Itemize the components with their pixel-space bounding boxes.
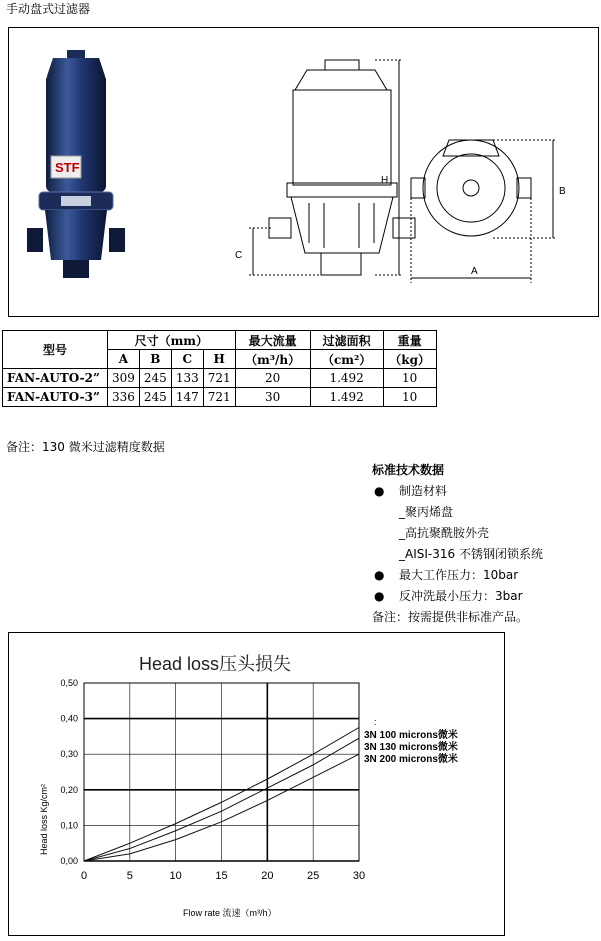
head-loss-chart — [9, 633, 504, 935]
header-area-unit: （cm²） — [310, 350, 383, 369]
note-accuracy: 备注：130 微米过滤精度数据 — [6, 440, 165, 454]
cell-weight: 10 — [383, 369, 436, 388]
cell-area: 1.492 — [310, 388, 383, 407]
header-weight-unit: （kg） — [383, 350, 436, 369]
legend-entry: 3N 200 microns微米 — [364, 754, 458, 765]
cell-c: 147 — [171, 388, 203, 407]
legend-marker: : — [374, 717, 377, 727]
cell-model: FAN-AUTO-2” — [3, 369, 108, 388]
bullet-icon: ● — [374, 484, 385, 498]
header-col-a: A — [108, 350, 140, 369]
tech-sub-item: _AISI-316 不锈钢闭锁系统 — [399, 547, 543, 561]
y-tick-label: 0,40 — [60, 713, 78, 724]
dimension-label-b: B — [559, 186, 566, 197]
x-tick-label: 25 — [307, 870, 320, 882]
spec-table — [2, 330, 437, 407]
y-tick-label: 0,10 — [60, 820, 78, 831]
legend-entry: 3N 130 microns微米 — [364, 742, 458, 753]
header-model: 型号 — [3, 331, 108, 369]
tech-note: 备注：按需提供非标准产品。 — [372, 610, 529, 624]
cell-model: FAN-AUTO-3” — [3, 388, 108, 407]
header-weight: 重量 — [383, 331, 436, 350]
head-loss-chart-panel — [8, 632, 505, 936]
cell-area: 1.492 — [310, 369, 383, 388]
tech-material-label: 制造材料 — [399, 484, 448, 498]
logo-text: STF — [55, 160, 80, 175]
y-tick-label: 0,20 — [60, 784, 78, 795]
cell-c: 133 — [171, 369, 203, 388]
cell-weight: 10 — [383, 388, 436, 407]
tech-sub-item: _聚丙烯盘 — [399, 505, 454, 519]
page-title: 手动盘式过滤器 — [6, 2, 91, 16]
cell-flow: 30 — [235, 388, 310, 407]
cell-b: 245 — [139, 369, 171, 388]
x-tick-label: 0 — [80, 870, 88, 882]
header-col-h: H — [203, 350, 235, 369]
header-col-b: B — [139, 350, 171, 369]
header-flow: 最大流量 — [235, 331, 310, 350]
tech-sub-item: _高抗聚酰胺外壳 — [399, 526, 490, 540]
top-view-drawing — [9, 28, 598, 316]
cell-h: 721 — [203, 388, 235, 407]
tech-data-section — [372, 460, 543, 628]
x-axis-label: Flow rate 流速（m³/h） — [183, 908, 277, 918]
tech-item-backwash — [372, 586, 543, 607]
x-tick-label: 15 — [215, 870, 228, 882]
dimension-label-c: C — [235, 250, 243, 261]
table-row — [3, 369, 437, 388]
x-tick-label: 10 — [169, 870, 182, 882]
header-col-c: C — [171, 350, 203, 369]
cell-flow: 20 — [235, 369, 310, 388]
y-tick-label: 0,50 — [60, 678, 78, 688]
table-row — [3, 388, 437, 407]
chart-title: Head loss压头损失 — [139, 654, 292, 674]
cell-a: 336 — [108, 388, 140, 407]
tech-pressure-label: 最大工作压力：10bar — [399, 568, 519, 582]
bullet-icon: ● — [374, 568, 385, 582]
header-flow-unit: （m³/h） — [235, 350, 310, 369]
cell-a: 309 — [108, 369, 140, 388]
tech-item-pressure — [372, 565, 543, 586]
x-tick-label: 5 — [126, 870, 133, 882]
tech-heading: 标准技术数据 — [372, 463, 445, 477]
tech-backwash-label: 反冲洗最小压力：3bar — [399, 589, 523, 603]
tech-item-material — [372, 481, 543, 502]
product-image-panel — [8, 27, 599, 317]
dimension-label-a: A — [471, 266, 478, 277]
x-tick-label: 20 — [261, 870, 274, 882]
cell-b: 245 — [139, 388, 171, 407]
header-area: 过滤面积 — [310, 331, 383, 350]
y-tick-label: 0,30 — [60, 749, 78, 760]
legend-entry: 3N 100 microns微米 — [364, 730, 458, 741]
header-size: 尺寸（mm） — [108, 331, 236, 350]
dimension-label-h: H — [381, 175, 389, 186]
cell-h: 721 — [203, 369, 235, 388]
bullet-icon: ● — [374, 589, 385, 603]
y-axis-label: Head loss Kg/cm² — [39, 783, 49, 855]
x-tick-label: 30 — [352, 870, 366, 882]
y-tick-label: 0,00 — [60, 856, 78, 866]
